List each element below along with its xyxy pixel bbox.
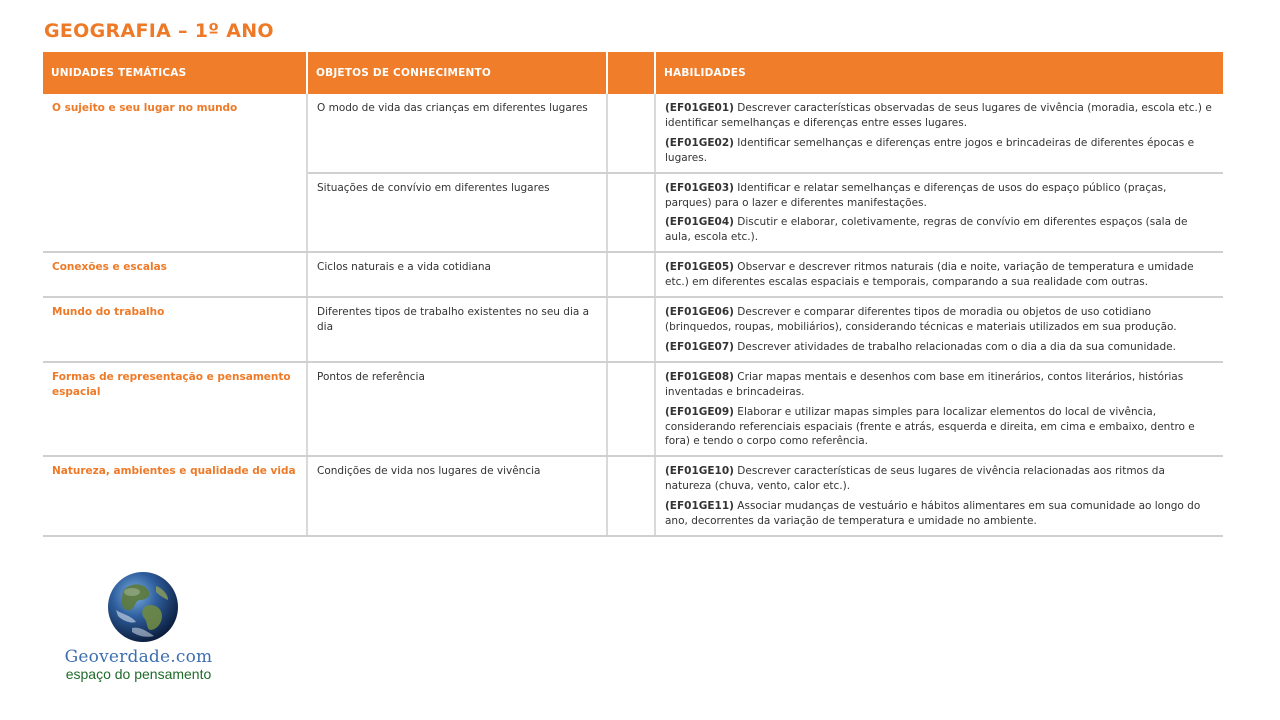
skill-text: Identificar semelhanças e diferenças entre jogos e brincadeiras de diferentes épocas e lugares. — [665, 136, 1195, 164]
table-row — [43, 456, 1223, 536]
object-cell: O modo de vida das crianças em diferentes lugares — [307, 94, 607, 173]
skill-code: (EF01GE02) — [665, 136, 734, 149]
skill-item — [665, 464, 1214, 494]
skill-text: Elaborar e utilizar mapas simples para localizar elementos do local de vivência, considerando referenciais espaciais (frente e atrás, esquerda e direita, em cima e embaixo, dentro e fora) e tendo o corpo como referência. — [665, 405, 1195, 448]
skill-text: Descrever características observadas de seus lugares de vivência (moradia, escola etc.) e identificar semelhanças e diferenças entre esses lugares. — [665, 102, 1212, 129]
skill-code: (EF01GE10) — [665, 465, 734, 478]
spacer-cell — [607, 297, 655, 362]
page-title: GEOGRAFIA – 1º ANO — [44, 20, 274, 42]
table-row — [43, 362, 1223, 457]
skill-code: (EF01GE06) — [665, 306, 734, 319]
unit-cell: Conexões e escalas — [43, 252, 307, 297]
skill-item — [665, 499, 1214, 529]
skill-text: Observar e descrever ritmos naturais (dia e noite, variação de temperatura e umidade etc.) em diferentes escalas espaciais e temporais, comparando a sua realidade com outras. — [665, 261, 1194, 289]
skill-text: Descrever e comparar diferentes tipos de moradia ou objetos de uso cotidiano (brinquedos, roupas, mobiliários), considerando técnicas e materiais utilizados em sua produção. — [665, 306, 1177, 333]
skill-code: (EF01GE01) — [665, 102, 734, 114]
geoverdade-logo — [56, 570, 226, 690]
skill-code: (EF01GE07) — [665, 340, 734, 353]
skill-text: Identificar e relatar semelhanças e diferenças de usos do espaço público (praças, parques) para o lazer e diferentes manifestações. — [665, 181, 1167, 209]
skill-text: Descrever atividades de trabalho relacionadas com o dia a dia da sua comunidade. — [733, 340, 1176, 353]
logo-name: Geoverdade.com — [64, 647, 213, 667]
spacer-cell — [607, 252, 655, 297]
globe-icon — [106, 570, 180, 644]
skill-item — [665, 101, 1214, 131]
object-cell: Pontos de referência — [307, 362, 607, 457]
object-cell: Diferentes tipos de trabalho existentes no seu dia a dia — [307, 297, 607, 362]
unit-cell: Formas de representação e pensamento espacial — [43, 362, 307, 457]
skills-cell — [655, 456, 1223, 536]
skills-cell — [655, 173, 1223, 253]
skills-cell — [655, 252, 1223, 297]
skill-code: (EF01GE04) — [665, 216, 734, 229]
unit-cell: Mundo do trabalho — [43, 297, 307, 362]
skill-code: (EF01GE08) — [665, 370, 734, 383]
skill-text: Associar mudanças de vestuário e hábitos alimentares em sua comunidade ao longo do ano, decorrentes da variação de temperatura e umidade no ambiente. — [665, 500, 1201, 528]
skill-code: (EF01GE09) — [665, 405, 734, 418]
skill-item — [665, 215, 1214, 245]
header-objetos-de-conhecimento: OBJETOS DE CONHECIMENTO — [307, 52, 607, 94]
table-row — [43, 94, 1223, 173]
object-cell: Situações de convívio em diferentes lugares — [307, 173, 607, 253]
table-row — [43, 252, 1223, 297]
unit-cell: Natureza, ambientes e qualidade de vida — [43, 456, 307, 536]
skill-text: Criar mapas mentais e desenhos com base em itinerários, contos literários, histórias inventadas e brincadeiras. — [665, 370, 1184, 398]
object-cell: Condições de vida nos lugares de vivência — [307, 456, 607, 536]
skill-item — [665, 370, 1214, 400]
skill-item — [665, 405, 1214, 450]
skill-text: Discutir e elaborar, coletivamente, regras de convívio em diferentes espaços (sala de aula, escola etc.). — [665, 216, 1188, 244]
object-cell: Ciclos naturais e a vida cotidiana — [307, 252, 607, 297]
skill-item — [665, 305, 1214, 335]
spacer-cell — [607, 94, 655, 173]
spacer-cell — [607, 173, 655, 253]
header-unidades-tematicas: UNIDADES TEMÁTICAS — [43, 52, 307, 94]
skill-item — [665, 260, 1214, 290]
spacer-cell — [607, 456, 655, 536]
skills-cell — [655, 94, 1223, 173]
curriculum-table — [43, 52, 1223, 537]
skill-code: (EF01GE03) — [665, 181, 734, 194]
spacer-cell — [607, 362, 655, 457]
skill-code: (EF01GE11) — [665, 500, 734, 513]
skill-item — [665, 181, 1214, 211]
header-spacer — [607, 52, 655, 94]
skills-cell — [655, 297, 1223, 362]
skill-item — [665, 136, 1214, 166]
table-row — [43, 297, 1223, 362]
header-habilidades: HABILIDADES — [655, 52, 1223, 94]
skills-cell — [655, 362, 1223, 457]
skill-text: Descrever características de seus lugares de vivência relacionadas aos ritmos da natureza (chuva, vento, calor etc.). — [665, 465, 1165, 493]
logo-tagline: espaço do pensamento — [65, 666, 212, 682]
skill-item — [665, 340, 1214, 355]
skill-code: (EF01GE05) — [665, 261, 734, 274]
unit-cell: O sujeito e seu lugar no mundo — [43, 94, 307, 252]
table-header-row — [43, 52, 1223, 94]
